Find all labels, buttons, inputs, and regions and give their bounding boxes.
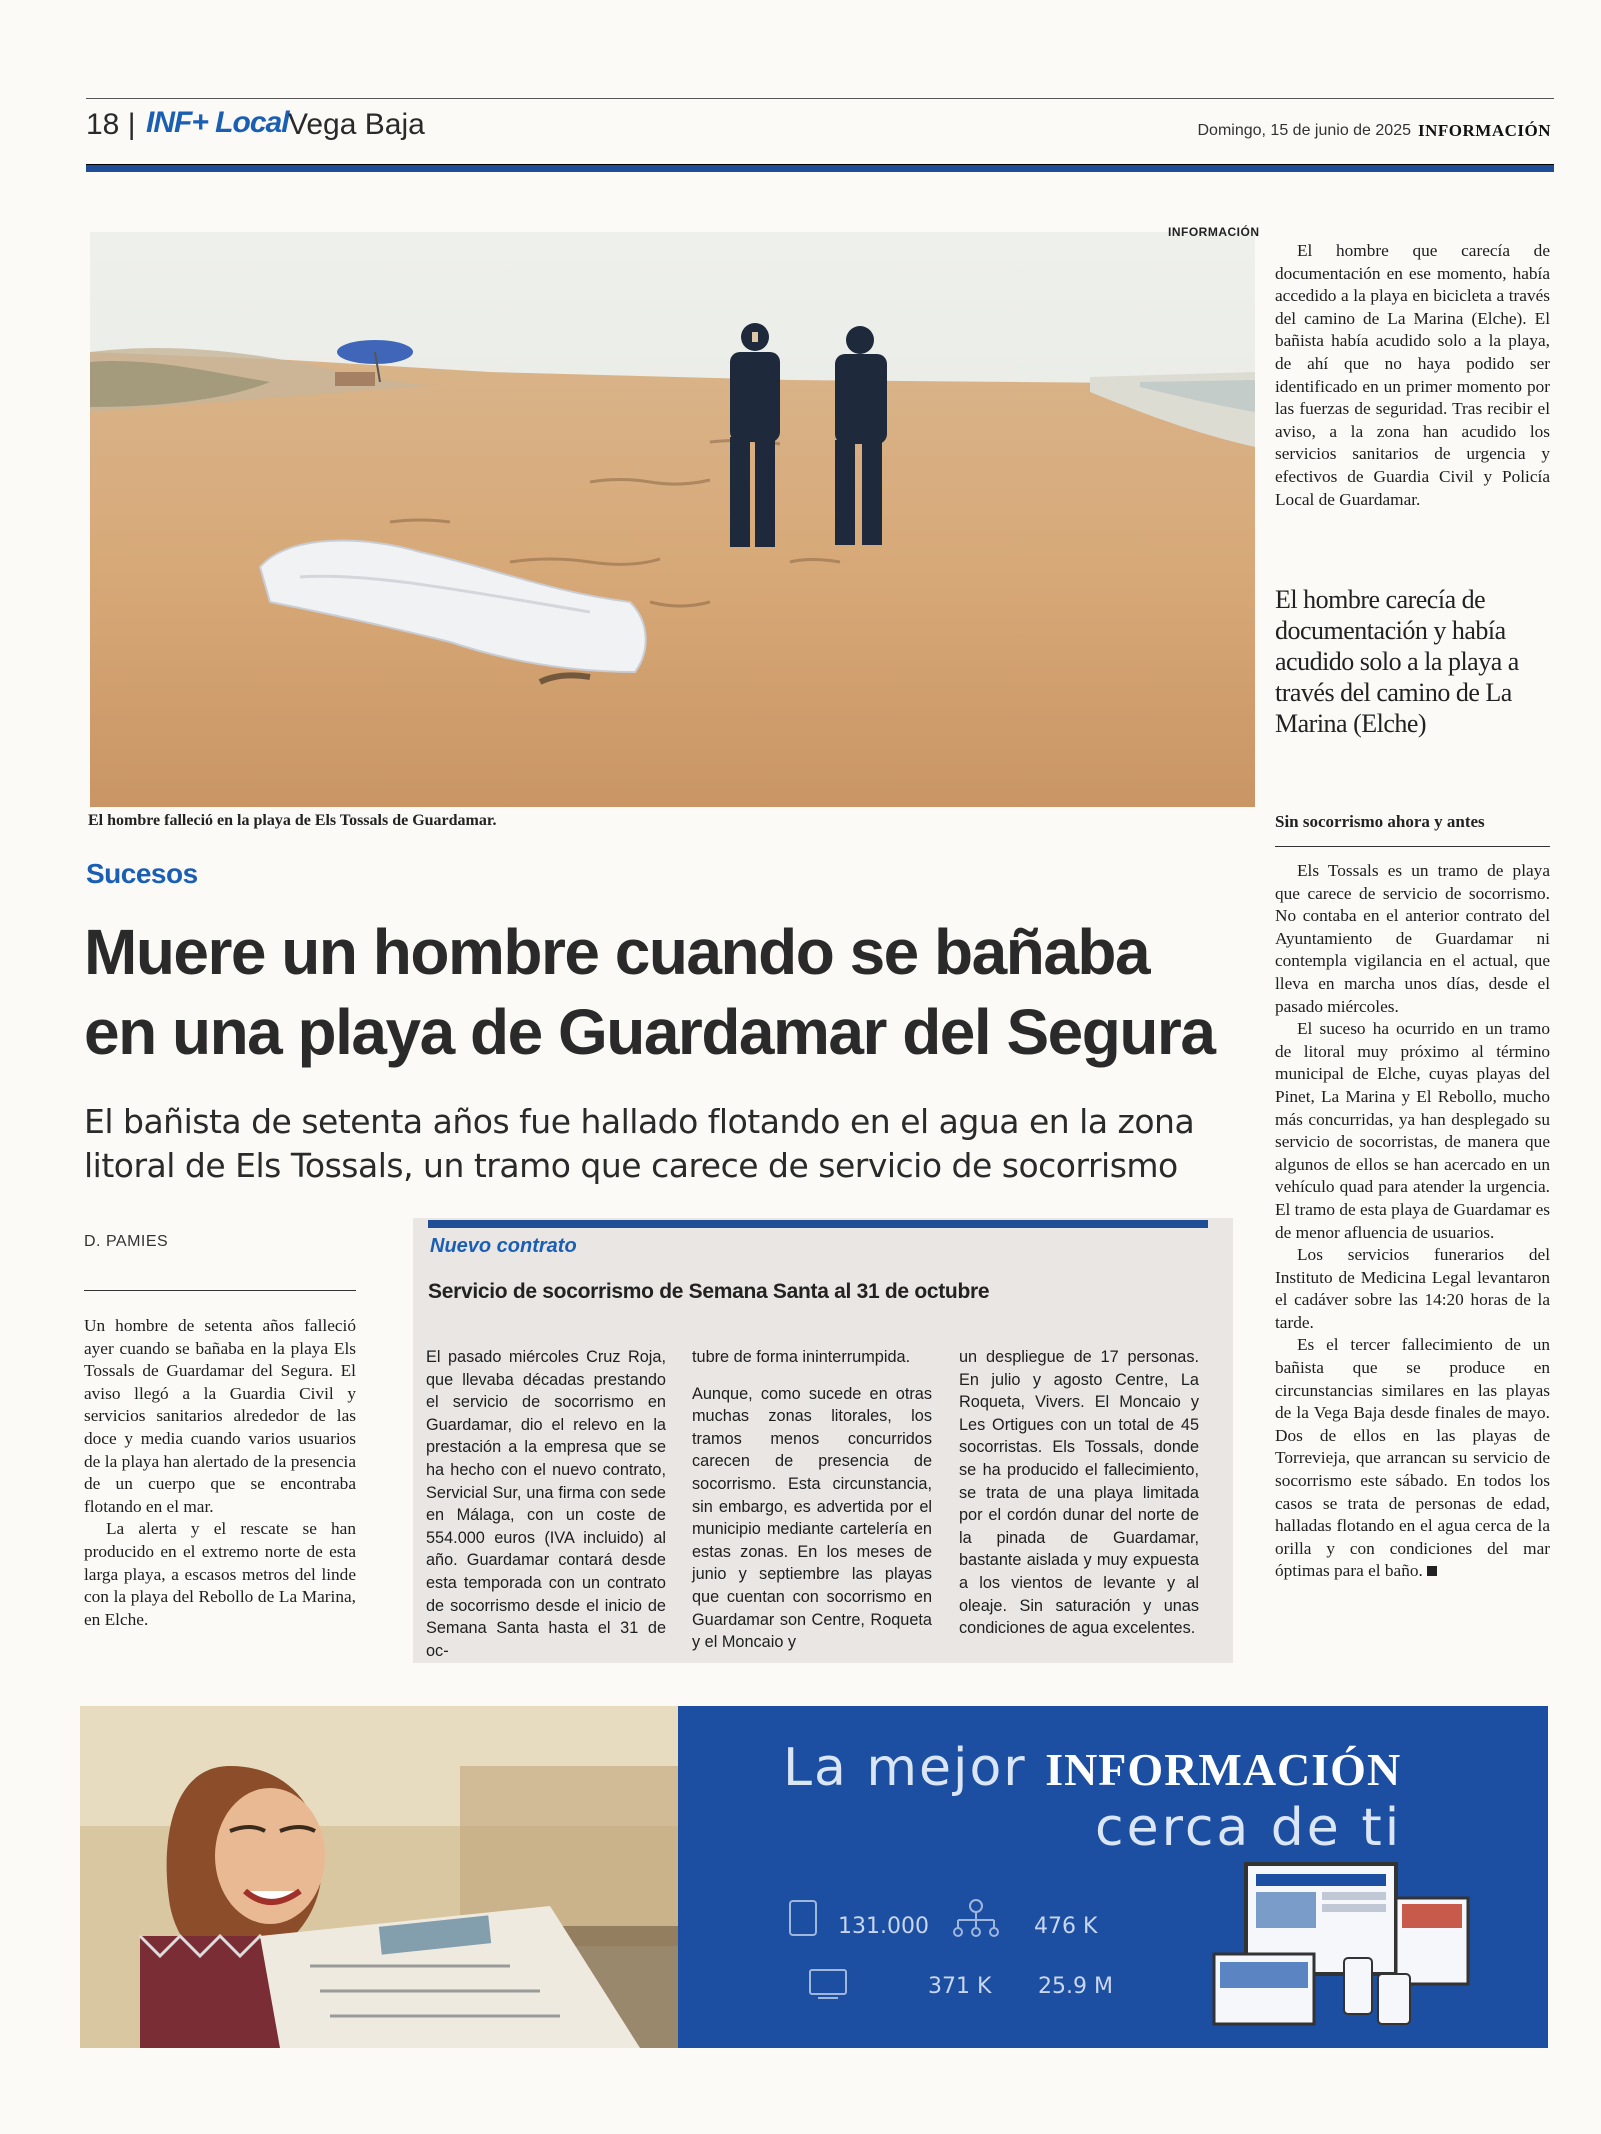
ad-tagline: cerca de ti: [1095, 1798, 1403, 1858]
header-date: Domingo, 15 de junio de 2025: [1197, 122, 1411, 139]
subhead-line: litoral de Els Tossals, un tramo que carece de servicio de socorrismo: [84, 1146, 1178, 1185]
top-rule: [86, 98, 1554, 99]
ad-brand: INFORMACIÓN: [1045, 1744, 1402, 1795]
box-title: Servicio de socorrismo de Semana Santa al 31 de octubre: [428, 1280, 990, 1303]
header-rule: [86, 164, 1554, 172]
box-paragraph: un despliegue de 17 personas. En julio y agosto Centre, La Roqueta, Vivers. El Moncaio y Les Ortigues con un total de 45 socorristas. Els Tossals, donde se ha producido el fallecimiento, se trata de una playa limitada por el cordón dunar del norte de la pinada de Guardamar, bastante aislada y muy expuesta a los vientos de levante y al oleaje. Sin saturación y unas condiciones de agua excelentes.: [959, 1348, 1199, 1638]
ad-photo: [80, 1706, 678, 2048]
box-rule: [428, 1220, 1208, 1228]
box-column: [692, 1346, 932, 1654]
body-column-right: [1275, 240, 1550, 511]
body-paragraph: [1275, 1334, 1550, 1583]
beach-photo: [90, 232, 1255, 807]
photo-credit: INFORMACIÓN: [1168, 225, 1260, 239]
body-paragraph: Els Tossals es un tramo de playa que carece de servicio de socorrismo. No contaba en el anterior contrato del Ayuntamiento de Guardamar ni contempla vigilancia en el actual, que lleva en marcha unos días, desde el pasado miércoles.: [1275, 861, 1550, 1016]
newspaper-icon: [790, 1901, 816, 1935]
article-subhead: [84, 1100, 1264, 1188]
box-column: [426, 1346, 666, 1662]
body-paragraph: El suceso ha ocurrido en un tramo de litoral muy próximo al término municipal de Elche, cuyas playas del Pinet, La Marina y El Rebollo, mucho más concurridas, ya han desplegado su servicio de socorristas, de manera que algunos de ellos se han acercado en un vehículo quad para atender la urgencia. El tramo de esta playa de Guardamar es de menor afluencia de usuarios.: [1275, 1019, 1550, 1242]
pull-quote: El hombre carecía de documentación y había acudido solo a la playa a través del camino de La Marina (Elche): [1275, 585, 1519, 738]
end-mark-icon: [1427, 1566, 1437, 1576]
body-paragraph-text: Es el tercer fallecimiento de un bañista que se produce en circunstancias similares en las playas de la Vega Baja desde finales de mayo. Dos de ellos en las playas de Torrevieja, que arrancan su servicio de socorrismo este sábado. En todos los casos se trata de personas de edad, halladas flotando en el agua cerca de la orilla y con condiciones del mar óptimas para el baño.: [1275, 1335, 1550, 1581]
byline-rule: [84, 1290, 356, 1291]
body-paragraph: Los servicios funerarios del Instituto de Medicina Legal levantaron el cadáver sobre las 14:20 horas de la tarde.: [1275, 1245, 1550, 1332]
photo-caption: El hombre falleció en la playa de Els Tossals de Guardamar.: [88, 812, 497, 829]
body-column-left: [84, 1315, 356, 1631]
section-name: Vega Baja: [288, 108, 425, 141]
header-brand: INFORMACIÓN: [1418, 121, 1551, 140]
stat-value: 25.9 M: [1038, 1974, 1113, 1999]
ad-headline: [783, 1738, 1401, 1798]
article-kicker: Sucesos: [86, 858, 198, 889]
box-kicker: Nuevo contrato: [430, 1235, 577, 1257]
ad-headline-prefix: La mejor: [783, 1738, 1027, 1798]
stat-value: 476 K: [1034, 1914, 1098, 1939]
headline-line: en una playa de Guardamar del Segura: [84, 996, 1215, 1068]
subhead-line: El bañista de setenta años fue hallado flotando en el agua en la zona: [84, 1102, 1195, 1141]
box-column: [959, 1346, 1199, 1640]
stat-value: 371 K: [928, 1974, 992, 1999]
byline: D. PAMIES: [84, 1233, 169, 1250]
headline-line: Muere un hombre cuando se bañaba: [84, 916, 1150, 988]
body-paragraph: El hombre que carecía de documentación en ese momento, había accedido a la playa en bicicleta a través del camino de La Marina (Elche). El bañista había acudido solo a la playa, de ahí que no haya podido ser identificado en un primer momento por las fuerzas de seguridad. Tras recibir el aviso, a la zona han acudido los servicios sanitarios de urgencia y efectivos de Guardia Civil y Policía Local de Guardamar.: [1275, 241, 1550, 509]
box-paragraph: El pasado miércoles Cruz Roja, que llevaba décadas prestando el servicio de socorrismo en Guardamar, dio el relevo en la prestación a la empresa que se ha hecho con el nuevo contrato, Servicial Sur, una firma con sede en Málaga, con un coste de 554.000 euros (IVA incluido) al año. Guardamar contará desde esta temporada con un contrato de socorrismo desde el inicio de Semana Santa hasta el 31 de oc-: [426, 1348, 666, 1660]
box-paragraph: Aunque, como sucede en otras muchas zonas litorales, los tramos menos concurridos carecen de presencia de socorrismo. Esta circunstancia, sin embargo, es advertida por el municipio mediante cartelería en estas zonas. En los meses de junio y septiembre las playas que cuentan con socorrismo en Guardamar son Centre, Roqueta y el Moncaio y: [692, 1384, 932, 1652]
page-number: 18 |: [86, 108, 136, 141]
section-logo: INF+ Local: [146, 106, 289, 139]
box-paragraph: tubre de forma ininterrumpida.: [692, 1348, 911, 1366]
right-subtitle: Sin socorrismo ahora y antes: [1275, 812, 1485, 831]
right-subtitle-rule: [1275, 846, 1550, 847]
article-headline: [84, 912, 1264, 1072]
stat-value: 131.000: [838, 1914, 929, 1939]
body-paragraph: La alerta y el rescate se han producido en el extremo norte de esta larga playa, a escasos metros del linde con la playa del Rebollo de La Marina, en Elche.: [84, 1519, 356, 1629]
body-column-right-bottom: [1275, 860, 1550, 1583]
body-paragraph: Un hombre de setenta años falleció ayer cuando se bañaba en la playa Els Tossals de Guardamar del Segura. El aviso llegó a la Guardia Civil y servicios sanitarios alrededor de las doce y media cuando varios usuarios de la playa han alertado de la presencia de un cuerpo que se encontraba flotando en el mar.: [84, 1316, 356, 1516]
